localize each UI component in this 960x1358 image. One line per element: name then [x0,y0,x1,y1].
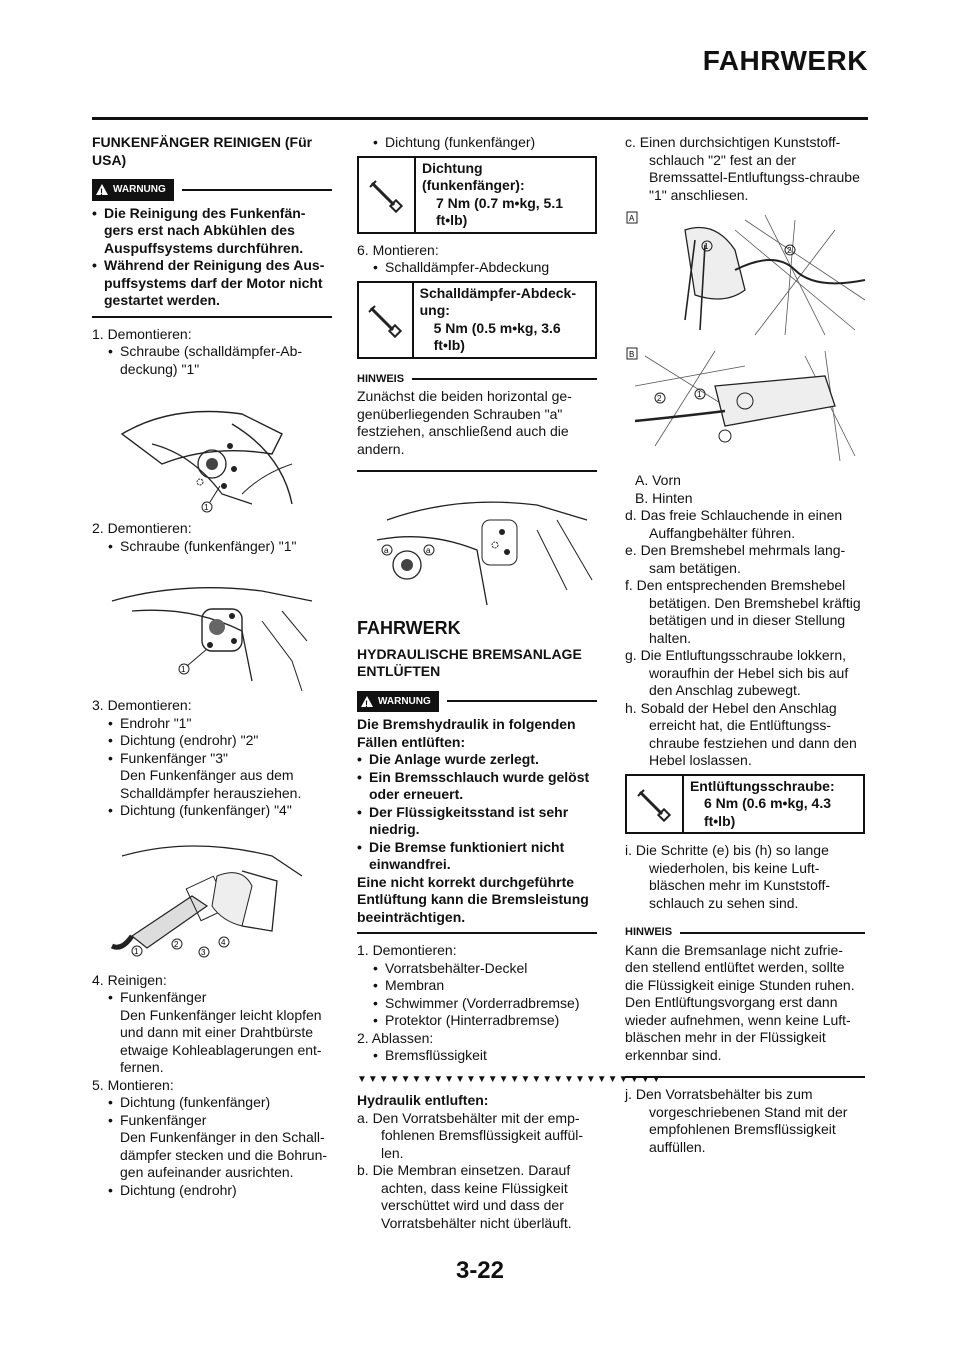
step-item: • Dichtung (funkenfänger) "4" [92,802,332,820]
step-item: • Funkenfänger [92,989,332,1007]
figure-spark-arrester-bolt [92,561,332,691]
warning-item: • Die Bremse funktioniert nicht einwandfrei. [357,839,597,874]
page-header-title: FAHRWERK [702,45,868,76]
substep: a. Den Vorratsbehälter mit der emp-fohlenen Bremsflüssigkeit auffül-len. [357,1109,584,1161]
spec-label: Dichtung (funkenfänger): [421,159,525,193]
warning-box [357,691,597,935]
spec-value: 5 Nm (0.5 m•kg, 3.6 ft•lb) [433,319,561,353]
warning-intro: Die Bremshydraulik in folgenden Fällen entlüften: [357,716,576,750]
svg-text:1: 1 [181,665,186,674]
svg-text:1: 1 [204,503,209,512]
svg-text:3: 3 [201,947,206,957]
warning-outro: Eine nicht korrekt durchgeführte Entlüftung kann die Bremsleistung beeinträchtigen. [357,873,589,925]
svg-text:1: 1 [134,946,139,956]
step: 5. Montieren: [92,1076,174,1093]
spec-value: 6 Nm (0.6 m•kg, 4.3 ft•lb) [703,795,832,829]
svg-text:a: a [426,546,431,555]
step-item: • Funkenfänger "3" [92,750,332,768]
warning-badge: ! WARNUNG [92,179,174,201]
step: 2. Ablassen: [357,1029,434,1046]
step-item: • Dichtung (funkenfänger) [357,134,597,152]
warning-box [92,179,332,318]
warning-item: • Ein Bremsschlauch wurde gelöst oder erneuert. [357,769,597,804]
step: 3. Demontieren: [92,697,192,713]
torque-wrench-icon [627,776,684,833]
spec-label: Entlüftungsschraube: [689,777,835,794]
step-item: • Bremsflüssigkeit [357,1047,597,1065]
step-item: • Schalldämpfer-Abdeckung [357,259,597,277]
substep: i. Die Schritte (e) bis (h) so lange wiederholen, bis keine Luft-bläschen mehr im Kunststoff-schlauch zu sehen sind. [625,842,831,911]
substep: b. Die Membran einsetzen. Darauf achten, dass keine Flüssigkeit verschüttet wird und dass der Vorratsbehälter nicht überläuft. [357,1162,572,1231]
step-note: Den Funkenfänger in den Schall-dämpfer stecken und die Bohrun-gen aufeinander ausrichten. [120,1129,328,1180]
figure-legend-item: A. Vorn [635,472,681,488]
figure-rear-caliper [625,346,865,466]
substep: c. Einen durchsichtigen Kunststoff-schlauch "2" fest an der Bremssattel-Entluftungss-chraube "1" anschliesen. [625,134,860,203]
step-note: Den Funkenfänger aus dem Schalldämpfer herausziehen. [120,767,302,801]
spec-label: Schalldämpfer-Abdeck-ung: [419,284,576,318]
page-number: 3-22 [455,1257,505,1284]
svg-text:1: 1 [704,242,709,251]
warning-icon [96,184,108,195]
svg-text:1: 1 [697,390,702,399]
step-item: • Endrohr "1" [92,715,332,733]
warning-item: • Die Anlage wurde zerlegt. [357,751,597,769]
warning-item: • Die Reinigung des Funkenfän-gers erst nach Abkühlen des Auspuffsystems durchführen. [92,205,332,258]
step-item: • Dichtung (endrohr) [92,1182,332,1200]
warning-badge: ! WARNUNG [357,691,439,713]
spec-value: 7 Nm (0.7 m•kg, 5.1 ft•lb) [435,194,564,228]
note-text: Kann die Bremsanlage nicht zufrie-den stellend entlüftet werden, sollte die Flüssigkeit einige Stunden ruhen. Den Entlüftungsvorgang erst dann wieder aufnehmen, wenn keine Luft-bläschen mehr in der Flüssigkeit erkennbar sind. [625,941,855,1063]
step-item: • Membran [357,977,597,995]
warning-item: • Während der Reinigung des Aus-puffsystems darf der Motor nicht gestartet werden. [92,257,332,310]
step-item: • Funkenfänger [92,1112,332,1130]
torque-wrench-icon [359,283,414,357]
step-item: • Dichtung (funkenfänger) [92,1094,332,1112]
svg-text:2: 2 [657,394,662,403]
section-heading-spark-arrester: FUNKENFÄNGER REINIGEN (Für USA) [92,134,313,168]
section-title-chassis: FAHRWERK [357,618,461,638]
warning-item: • Der Flüssigkeitsstand ist sehr niedrig. [357,804,597,839]
figure-front-caliper [625,210,865,340]
step: 2. Demontieren: [92,520,192,536]
column-3 [625,134,865,1156]
figure-label-b: B [629,350,635,359]
step-item: • Dichtung (endrohr) "2" [92,732,332,750]
step: 1. Demontieren: [92,325,192,342]
step-item: • Schraube (funkenfänger) "1" [92,538,332,556]
step: 1. Demontieren: [357,942,457,958]
note-label: HINWEIS [357,372,405,385]
step: 4. Reinigen: [92,971,167,988]
substep: f. Den entsprechenden Bremshebel betätigen. Den Bremshebel kräftig betätigen und in dieser Stellung halten. [625,577,861,646]
column-1 [92,134,332,1199]
torque-wrench-icon [359,158,416,232]
step-note: Den Funkenfänger leicht klopfen und dann mit einer Drahtbürste etwaige Kohleablagerungen ent-fernen. [120,1006,322,1075]
step-item: • Vorratsbehälter-Deckel [357,960,597,978]
note-label: HINWEIS [625,926,673,938]
step-item: • Protektor (Hinterradbremse) [357,1012,597,1030]
svg-text:a: a [384,546,389,555]
figure-legend-item: B. Hinten [635,489,693,506]
note-text: Zunächst die beiden horizontal ge-genüberliegenden Schrauben "a" festziehen, anschließend auch die andern. [357,388,572,457]
substep: h. Sobald der Hebel den Anschlag erreicht hat, die Entlüftungss-chraube festziehen und dann den Hebel loslassen. [625,699,857,768]
warning-icon [361,696,373,707]
substep: e. Den Bremshebel mehrmals lang-sam betätigen. [625,542,846,576]
procedure-heading: Hydraulik entluften: [357,1092,489,1108]
header-rule [92,117,868,120]
note-box [357,371,597,473]
svg-text:2: 2 [174,939,179,949]
substep: j. Den Vorratsbehälter bis zum vorgeschriebenen Stand mit der empfohlenen Bremsflüssigkeit auffüllen. [625,1086,848,1155]
svg-text:2: 2 [787,246,792,255]
torque-spec-box [357,281,597,359]
procedure-start-marker: ▼▼▼▼▼▼▼▼▼▼▼▼▼▼▼▼▼▼▼▼▼▼▼▼▼▼▼▼ [357,1073,663,1085]
step-item: • Schraube (schalldämpfer-Ab-deckung) "1" [92,343,332,378]
step-item: • Schwimmer (Vorderradbremse) [357,995,597,1013]
torque-spec-box [357,156,597,234]
figure-muffler-cover [92,384,332,514]
figure-label-a: A [629,214,635,223]
torque-spec-box [625,774,865,835]
figure-exploded-exhaust [92,826,332,966]
section-heading-brake-bleeding: HYDRAULISCHE BREMSANLAGE ENTLÜFTEN [357,645,582,679]
note-box [625,924,865,1078]
figure-muffler-bolts [357,480,597,610]
substep: g. Die Entluftungsschraube lokkern, woraufhin der Hebel sich bis auf den Anschlag zubewegt. [625,647,849,698]
substep: d. Das freie Schlauchende in einen Auffangbehälter führen. [625,507,843,541]
svg-text:4: 4 [221,937,226,947]
step: 6. Montieren: [357,241,439,258]
